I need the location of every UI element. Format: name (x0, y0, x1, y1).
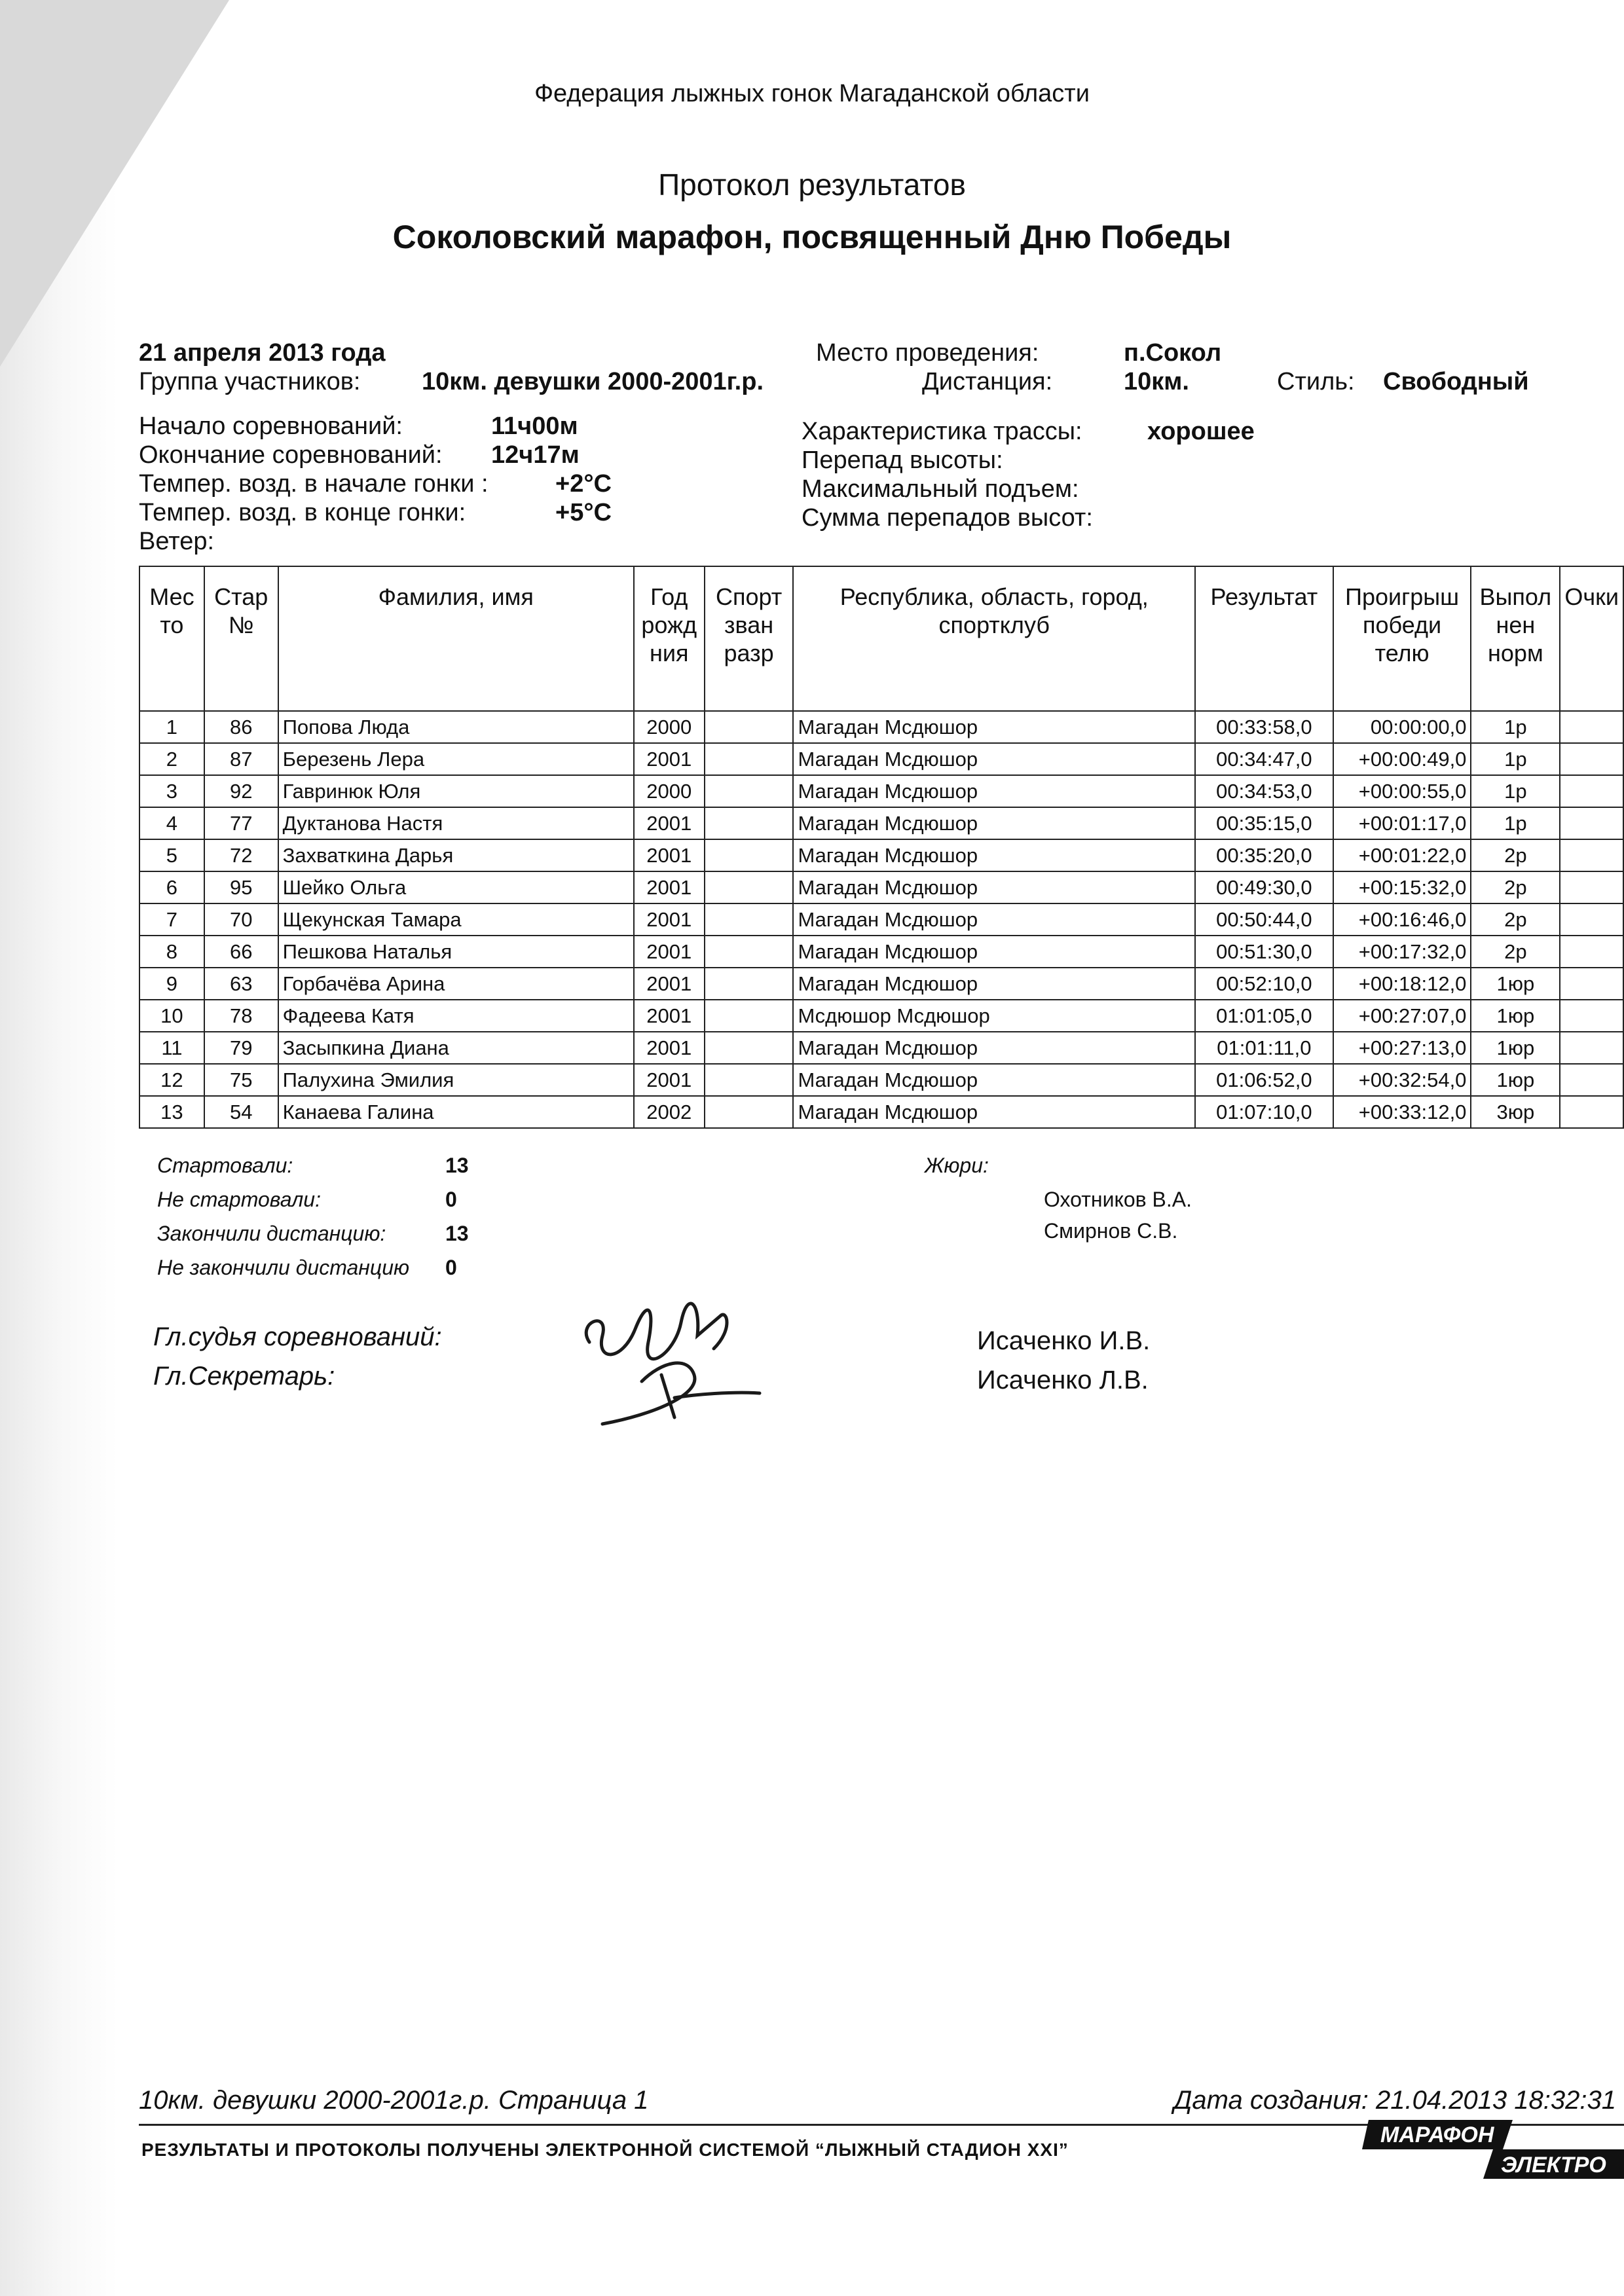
cell-result: 01:07:10,0 (1195, 1096, 1333, 1128)
cell-rank (705, 743, 794, 775)
height-drop-label: Перепад высоты: (802, 446, 1003, 474)
cell-year: 2001 (634, 903, 705, 936)
cell-club: Мсдюшор Мсдюшор (793, 1000, 1195, 1032)
start-value: 11ч00м (491, 412, 578, 440)
cell-club: Магадан Мсдюшор (793, 871, 1195, 903)
table-header-row (139, 566, 1623, 711)
secretary-label: Гл.Секретарь: (153, 1362, 335, 1391)
cell-points (1560, 711, 1623, 743)
cell-norm: 2р (1471, 871, 1560, 903)
not-started-label: Не стартовали: (157, 1188, 321, 1211)
cell-bib: 95 (204, 871, 278, 903)
cell-rank (705, 1032, 794, 1064)
race-date: 21 апреля 2013 года (139, 339, 386, 367)
cell-behind: +00:27:13,0 (1333, 1032, 1471, 1064)
cell-points (1560, 775, 1623, 807)
total-drops-label: Сумма перепадов высот: (802, 504, 1093, 532)
cell-year: 2001 (634, 968, 705, 1000)
cell-rank (705, 936, 794, 968)
cell-behind: +00:15:32,0 (1333, 871, 1471, 903)
cell-points (1560, 968, 1623, 1000)
cell-name: Попова Люда (278, 711, 634, 743)
temp-start-value: +2°С (555, 470, 612, 498)
cell-name: Канаева Галина (278, 1096, 634, 1128)
cell-result: 01:01:05,0 (1195, 1000, 1333, 1032)
svg-text:ЭЛЕКТРО: ЭЛЕКТРО (1501, 2153, 1606, 2178)
col-header-result: Результат (1195, 566, 1333, 711)
col-header-bib: Стар № (204, 566, 278, 711)
cell-points (1560, 743, 1623, 775)
max-climb-label: Максимальный подъем: (802, 475, 1079, 503)
col-header-name: Фамилия, имя (278, 566, 634, 711)
cell-points (1560, 807, 1623, 839)
cell-place: 10 (139, 1000, 204, 1032)
table-row (139, 871, 1623, 903)
table-row (139, 807, 1623, 839)
cell-name: Фадеева Катя (278, 1000, 634, 1032)
cell-bib: 66 (204, 936, 278, 968)
cell-norm: 1р (1471, 743, 1560, 775)
cell-place: 3 (139, 775, 204, 807)
cell-points (1560, 839, 1623, 871)
cell-club: Магадан Мсдюшор (793, 936, 1195, 968)
cell-name: Березень Лера (278, 743, 634, 775)
end-value: 12ч17м (491, 441, 580, 469)
table-row (139, 1096, 1623, 1128)
cell-behind: +00:27:07,0 (1333, 1000, 1471, 1032)
cell-name: Горбачёва Арина (278, 968, 634, 1000)
cell-club: Магадан Мсдюшор (793, 775, 1195, 807)
cell-place: 12 (139, 1064, 204, 1096)
not-started-value: 0 (445, 1188, 457, 1211)
cell-club: Магадан Мсдюшор (793, 968, 1195, 1000)
cell-bib: 86 (204, 711, 278, 743)
cell-year: 2001 (634, 807, 705, 839)
cell-behind: +00:18:12,0 (1333, 968, 1471, 1000)
cell-rank (705, 839, 794, 871)
wind-label: Ветер: (139, 528, 215, 555)
cell-norm: 1р (1471, 775, 1560, 807)
col-header-norm: Выпол нен норм (1471, 566, 1560, 711)
cell-name: Щекунская Тамара (278, 903, 634, 936)
svg-text:МАРАФОН: МАРАФОН (1380, 2123, 1494, 2147)
secretary-name: Исаченко Л.В. (977, 1366, 1149, 1394)
cell-bib: 70 (204, 903, 278, 936)
cell-result: 01:01:11,0 (1195, 1032, 1333, 1064)
chief-judge-name: Исаченко И.В. (977, 1326, 1151, 1355)
cell-behind: +00:01:22,0 (1333, 839, 1471, 871)
cell-bib: 63 (204, 968, 278, 1000)
cell-result: 00:49:30,0 (1195, 871, 1333, 903)
cell-behind: +00:33:12,0 (1333, 1096, 1471, 1128)
table-row (139, 839, 1623, 871)
cell-norm: 1юр (1471, 968, 1560, 1000)
cell-bib: 79 (204, 1032, 278, 1064)
cell-name: Шейко Ольга (278, 871, 634, 903)
cell-points (1560, 1000, 1623, 1032)
cell-behind: +00:16:46,0 (1333, 903, 1471, 936)
cell-result: 00:51:30,0 (1195, 936, 1333, 968)
results-table (139, 566, 1624, 1129)
cell-club: Магадан Мсдюшор (793, 839, 1195, 871)
cell-place: 7 (139, 903, 204, 936)
cell-result: 01:06:52,0 (1195, 1064, 1333, 1096)
cell-result: 00:35:15,0 (1195, 807, 1333, 839)
cell-place: 9 (139, 968, 204, 1000)
cell-place: 13 (139, 1096, 204, 1128)
group-label: Группа участников: (139, 368, 361, 395)
cell-bib: 92 (204, 775, 278, 807)
cell-year: 2000 (634, 775, 705, 807)
cell-rank (705, 871, 794, 903)
cell-result: 00:33:58,0 (1195, 711, 1333, 743)
footer-page-info: 10км. девушки 2000-2001г.р. Страница 1 (139, 2086, 649, 2115)
cell-place: 1 (139, 711, 204, 743)
not-finished-value: 0 (445, 1256, 457, 1279)
col-header-points: Очки (1560, 566, 1623, 711)
cell-norm: 1р (1471, 807, 1560, 839)
table-row (139, 1000, 1623, 1032)
cell-rank (705, 807, 794, 839)
cell-name: Дуктанова Настя (278, 807, 634, 839)
cell-norm: 2р (1471, 936, 1560, 968)
cell-bib: 75 (204, 1064, 278, 1096)
track-value: хорошее (1147, 418, 1255, 445)
cell-result: 00:34:47,0 (1195, 743, 1333, 775)
cell-place: 4 (139, 807, 204, 839)
venue-label: Место проведения: (816, 339, 1039, 367)
style-label: Стиль: (1277, 368, 1355, 395)
distance-value: 10км. (1124, 368, 1189, 395)
cell-year: 2001 (634, 871, 705, 903)
cell-place: 6 (139, 871, 204, 903)
document-title: Протокол результатов (658, 168, 966, 202)
cell-behind: 00:00:00,0 (1333, 711, 1471, 743)
col-header-year: Год рожд ния (634, 566, 705, 711)
cell-norm: 2р (1471, 839, 1560, 871)
organization-title: Федерация лыжных гонок Магаданской области (534, 80, 1090, 107)
cell-club: Магадан Мсдюшор (793, 807, 1195, 839)
finished-value: 13 (445, 1222, 469, 1245)
cell-norm: 1р (1471, 711, 1560, 743)
temp-end-label: Темпер. возд. в конце гонки: (139, 499, 466, 526)
cell-behind: +00:32:54,0 (1333, 1064, 1471, 1096)
cell-rank (705, 968, 794, 1000)
temp-end-value: +5°С (555, 499, 612, 526)
cell-place: 11 (139, 1032, 204, 1064)
cell-points (1560, 1064, 1623, 1096)
cell-place: 2 (139, 743, 204, 775)
cell-norm: 2р (1471, 903, 1560, 936)
start-label: Начало соревнований: (139, 412, 403, 440)
group-value: 10км. девушки 2000-2001г.р. (422, 368, 764, 395)
cell-name: Засыпкина Диана (278, 1032, 634, 1064)
cell-bib: 87 (204, 743, 278, 775)
race-title: Соколовский марафон, посвященный Дню Победы (392, 219, 1232, 255)
marafon-electro-logo (1362, 2113, 1624, 2185)
footer-system-note: РЕЗУЛЬТАТЫ И ПРОТОКОЛЫ ПОЛУЧЕНЫ ЭЛЕКТРОННОЙ СИСТЕМОЙ “ЛЫЖНЫЙ СТАДИОН XXI” (141, 2140, 1069, 2160)
cell-name: Захваткина Дарья (278, 839, 634, 871)
col-header-rank: Спорт зван разр (705, 566, 794, 711)
handwritten-signature (563, 1283, 799, 1440)
cell-result: 00:34:53,0 (1195, 775, 1333, 807)
style-value: Свободный (1383, 368, 1529, 395)
cell-name: Гавринюк Юля (278, 775, 634, 807)
cell-place: 8 (139, 936, 204, 968)
cell-club: Магадан Мсдюшор (793, 1064, 1195, 1096)
cell-club: Магадан Мсдюшор (793, 1032, 1195, 1064)
table-row (139, 775, 1623, 807)
end-label: Окончание соревнований: (139, 441, 443, 469)
venue-value: п.Сокол (1124, 339, 1222, 367)
cell-bib: 72 (204, 839, 278, 871)
cell-rank (705, 711, 794, 743)
cell-norm: 1юр (1471, 1064, 1560, 1096)
started-label: Стартовали: (157, 1154, 293, 1177)
cell-behind: +00:00:49,0 (1333, 743, 1471, 775)
cell-behind: +00:17:32,0 (1333, 936, 1471, 968)
cell-year: 2001 (634, 1000, 705, 1032)
cell-year: 2001 (634, 1032, 705, 1064)
jury-member: Смирнов С.В. (1044, 1219, 1178, 1243)
col-header-place: Мес то (139, 566, 204, 711)
table-row (139, 968, 1623, 1000)
table-row (139, 1064, 1623, 1096)
cell-rank (705, 903, 794, 936)
col-header-behind: Проигрыш победи телю (1333, 566, 1471, 711)
cell-year: 2001 (634, 743, 705, 775)
col-header-club: Республика, область, город, спортклуб (793, 566, 1195, 711)
cell-rank (705, 1096, 794, 1128)
cell-bib: 78 (204, 1000, 278, 1032)
cell-bib: 54 (204, 1096, 278, 1128)
cell-rank (705, 1064, 794, 1096)
table-row (139, 936, 1623, 968)
cell-norm: 3юр (1471, 1096, 1560, 1128)
distance-label: Дистанция: (922, 368, 1053, 395)
cell-points (1560, 1032, 1623, 1064)
jury-label: Жюри: (925, 1154, 989, 1177)
cell-club: Магадан Мсдюшор (793, 711, 1195, 743)
cell-year: 2000 (634, 711, 705, 743)
cell-club: Магадан Мсдюшор (793, 1096, 1195, 1128)
table-row (139, 903, 1623, 936)
cell-points (1560, 903, 1623, 936)
table-row (139, 711, 1623, 743)
cell-norm: 1юр (1471, 1000, 1560, 1032)
cell-year: 2002 (634, 1096, 705, 1128)
cell-club: Магадан Мсдюшор (793, 903, 1195, 936)
cell-place: 5 (139, 839, 204, 871)
cell-points (1560, 871, 1623, 903)
cell-name: Пешкова Наталья (278, 936, 634, 968)
cell-behind: +00:01:17,0 (1333, 807, 1471, 839)
cell-points (1560, 936, 1623, 968)
footer-created-date: Дата создания: 21.04.2013 18:32:31 (1173, 2086, 1616, 2115)
table-row (139, 743, 1623, 775)
cell-behind: +00:00:55,0 (1333, 775, 1471, 807)
track-label: Характеристика трассы: (802, 418, 1082, 445)
jury-member: Охотников В.А. (1044, 1188, 1192, 1211)
not-finished-label: Не закончили дистанцию (157, 1256, 410, 1279)
cell-result: 00:35:20,0 (1195, 839, 1333, 871)
cell-name: Палухина Эмилия (278, 1064, 634, 1096)
cell-points (1560, 1096, 1623, 1128)
cell-year: 2001 (634, 839, 705, 871)
cell-result: 00:50:44,0 (1195, 903, 1333, 936)
cell-rank (705, 1000, 794, 1032)
cell-result: 00:52:10,0 (1195, 968, 1333, 1000)
temp-start-label: Темпер. возд. в начале гонки : (139, 470, 489, 498)
cell-rank (705, 775, 794, 807)
cell-year: 2001 (634, 936, 705, 968)
finished-label: Закончили дистанцию: (157, 1222, 386, 1245)
cell-club: Магадан Мсдюшор (793, 743, 1195, 775)
chief-judge-label: Гл.судья соревнований: (153, 1322, 442, 1351)
started-value: 13 (445, 1154, 469, 1177)
table-row (139, 1032, 1623, 1064)
cell-norm: 1юр (1471, 1032, 1560, 1064)
cell-bib: 77 (204, 807, 278, 839)
cell-year: 2001 (634, 1064, 705, 1096)
